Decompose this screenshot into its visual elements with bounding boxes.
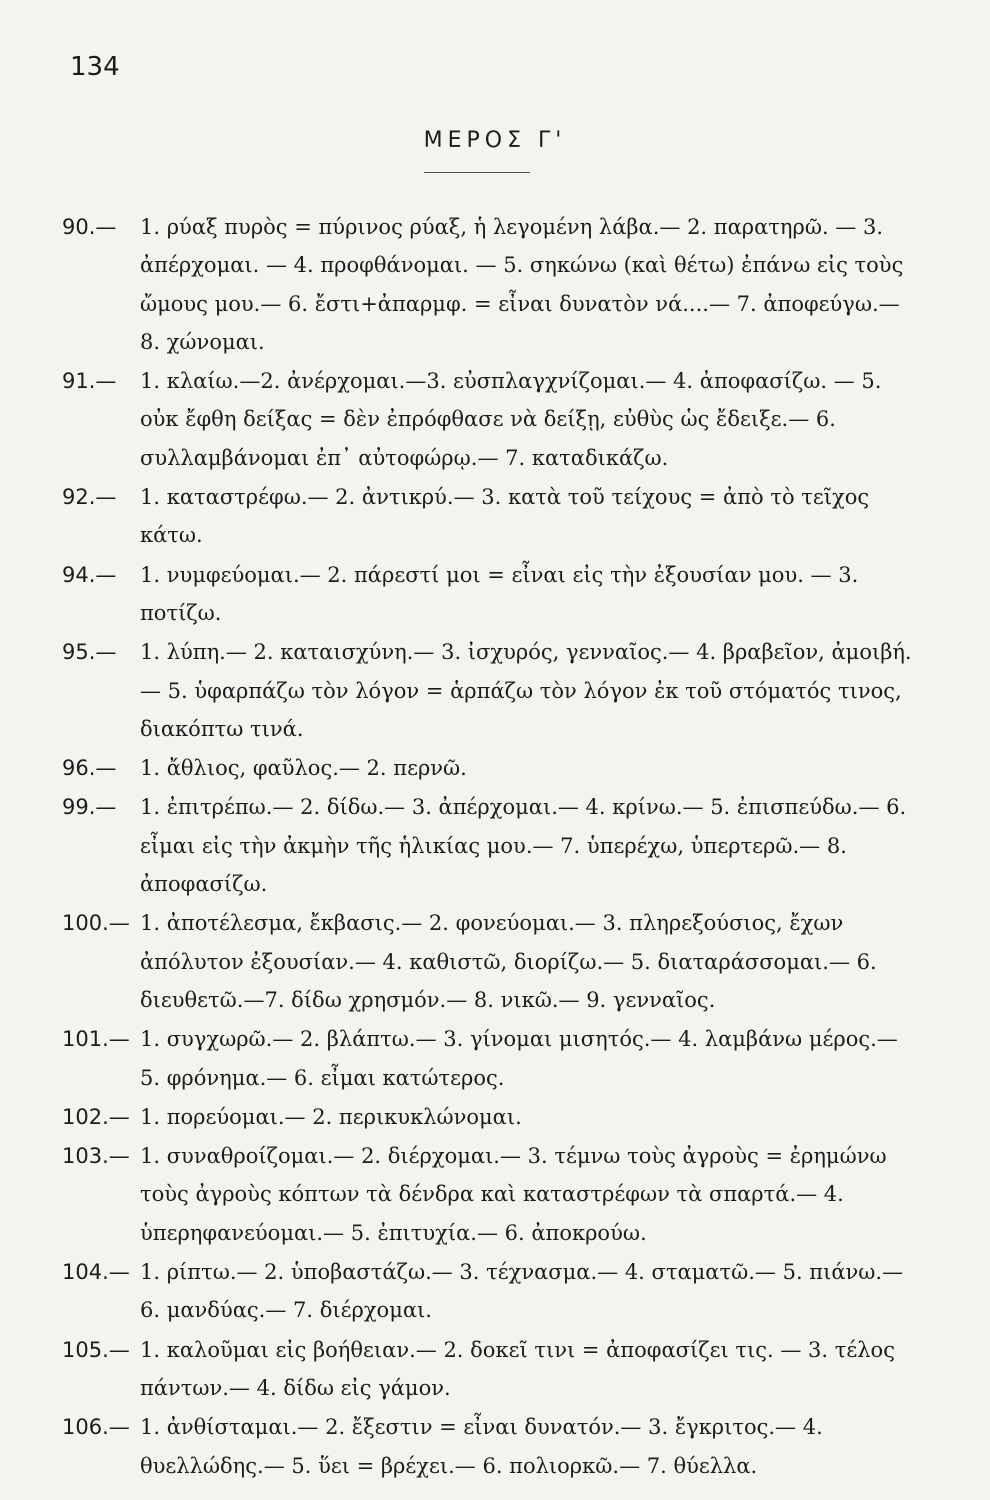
entry-number: 94.— (62, 562, 117, 587)
entry-text: 1. πορεύομαι.— 2. περικυκλώνομαι. (140, 1104, 522, 1129)
page-number: 134 (70, 52, 120, 82)
entry-number: 105.— (62, 1337, 130, 1362)
entry-number: 106.— (62, 1415, 130, 1440)
entry-number: 91.— (62, 369, 117, 394)
entry-number: 101.— (62, 1027, 130, 1052)
entry-text: 1. ρύαξ πυρὸς = πύρινος ρύαξ, ἡ λεγομένη λάβα.— 2. παρατηρῶ. — 3. ἀπέρχομαι. — 4. προφθάνομαι. — 5. σηκώνω (καὶ θέτω) ἐπάνω εἰς τοὺς ὤμους μου.— 6. ἔστι+ἀπαρμφ. = εἶναι δυνατὸν νά....— 7. ἀποφεύγω.— 8. χώνομαι. (140, 215, 904, 354)
entry-number: 90.— (62, 215, 117, 239)
entry-number: 95.— (62, 640, 117, 665)
glossary-entry (62, 478, 914, 555)
glossary-entry (62, 1098, 914, 1136)
glossary-entry (62, 362, 914, 477)
entry-text: 1. καλοῦμαι εἰς βοήθειαν.— 2. δοκεῖ τινι = ἀποφασίζει τις. — 3. τέλος πάντων.— 4. δίδω εἰς γάμον. (140, 1337, 895, 1400)
glossary-entry (62, 749, 914, 787)
glossary-entry (62, 788, 914, 903)
entry-number: 102.— (62, 1104, 130, 1129)
title-divider (424, 172, 530, 173)
entry-text: 1. ρίπτω.— 2. ὑποβαστάζω.— 3. τέχνασμα.— 4. σταματῶ.— 5. πιάνω.— 6. μανδύας.— 7. διέρχομαι. (140, 1260, 904, 1323)
entry-number: 100.— (62, 911, 130, 936)
entry-number: 96.— (62, 756, 117, 781)
entry-number: 99.— (62, 795, 117, 820)
glossary-entry (62, 208, 914, 361)
glossary-list (62, 208, 914, 1486)
entry-text: 1. ἀποτέλεσμα, ἔκβασις.— 2. φονεύομαι.— 3. πληρεξούσιος, ἔχων ἀπόλυτον ἐξουσίαν.— 4. καθιστῶ, διορίζω.— 5. διαταράσσομαι.— 6. διευθετῶ.—7. δίδω χρησμόν.— 8. νικῶ.— 9. γενναῖος. (140, 911, 877, 1012)
glossary-entry (62, 1331, 914, 1408)
glossary-entry (62, 556, 914, 633)
entry-text: 1. λύπη.— 2. καταισχύνη.— 3. ἰσχυρός, γενναῖος.— 4. βραβεῖον, ἀμοιβή.— 5. ὑφαρπάζω τὸν λόγον = ἁρπάζω τὸν λόγον ἐκ τοῦ στόματός τινος, διακόπτω τινά. (140, 640, 912, 741)
glossary-entry (62, 1253, 914, 1330)
entry-number: 103.— (62, 1144, 130, 1169)
glossary-entry (62, 1137, 914, 1252)
entry-text: 1. ἐπιτρέπω.— 2. δίδω.— 3. ἀπέρχομαι.— 4. κρίνω.— 5. ἐπισπεύδω.— 6. εἶμαι εἰς τὴν ἀκμὴν τῆς ἡλικίας μου.— 7. ὑπερέχω, ὑπερτερῶ.— 8. ἀποφασίζω. (140, 795, 907, 897)
entry-text: 1. κλαίω.—2. ἀνέρχομαι.—3. εὐσπλαγχνίζομαι.— 4. ἀποφασίζω. — 5. οὐκ ἔφθη δείξας = δὲν ἐπρόφθασε νὰ δείξῃ, εὐθὺς ὡς ἔδειξε.— 6. συλλαμβάνομαι ἐπ᾿ αὐτοφώρῳ.— 7. καταδικάζω. (140, 369, 882, 470)
entry-number: 104.— (62, 1260, 130, 1285)
entry-text: 1. συγχωρῶ.— 2. βλάπτω.— 3. γίνομαι μισητός.— 4. λαμβάνω μέρος.— 5. φρόνημα.— 6. εἶμαι κατώτερος. (140, 1027, 898, 1090)
glossary-entry (62, 1020, 914, 1097)
entry-text: 1. ἄθλιος, φαῦλος.— 2. περνῶ. (140, 756, 467, 781)
glossary-entry (62, 1408, 914, 1485)
entry-number: 92.— (62, 485, 117, 510)
glossary-entry (62, 904, 914, 1019)
entry-text: 1. καταστρέφω.— 2. ἀντικρύ.— 3. κατὰ τοῦ τείχους = ἀπὸ τὸ τεῖχος κάτω. (140, 485, 870, 548)
entry-text: 1. συναθροίζομαι.— 2. διέρχομαι.— 3. τέμνω τοὺς ἀγροὺς = ἐρημώνω τοὺς ἀγροὺς κόπτων τὰ δένδρα καὶ καταστρέφων τὰ σπαρτά.— 4. ὑπερηφανεύομαι.— 5. ἐπιτυχία.— 6. ἀποκρούω. (140, 1144, 887, 1245)
glossary-entry (62, 633, 914, 748)
entry-text: 1. ἀνθίσταμαι.— 2. ἔξεστιν = εἶναι δυνατόν.— 3. ἔγκριτος.— 4. θυελλώδης.— 5. ὕει = βρέχει.— 6. πολιορκῶ.— 7. θύελλα. (140, 1415, 823, 1478)
section-title: ΜΕΡΟΣ Γ' (423, 128, 567, 153)
entry-text: 1. νυμφεύομαι.— 2. πάρεστί μοι = εἶναι εἰς τὴν ἐξουσίαν μου. — 3. ποτίζω. (140, 562, 859, 625)
